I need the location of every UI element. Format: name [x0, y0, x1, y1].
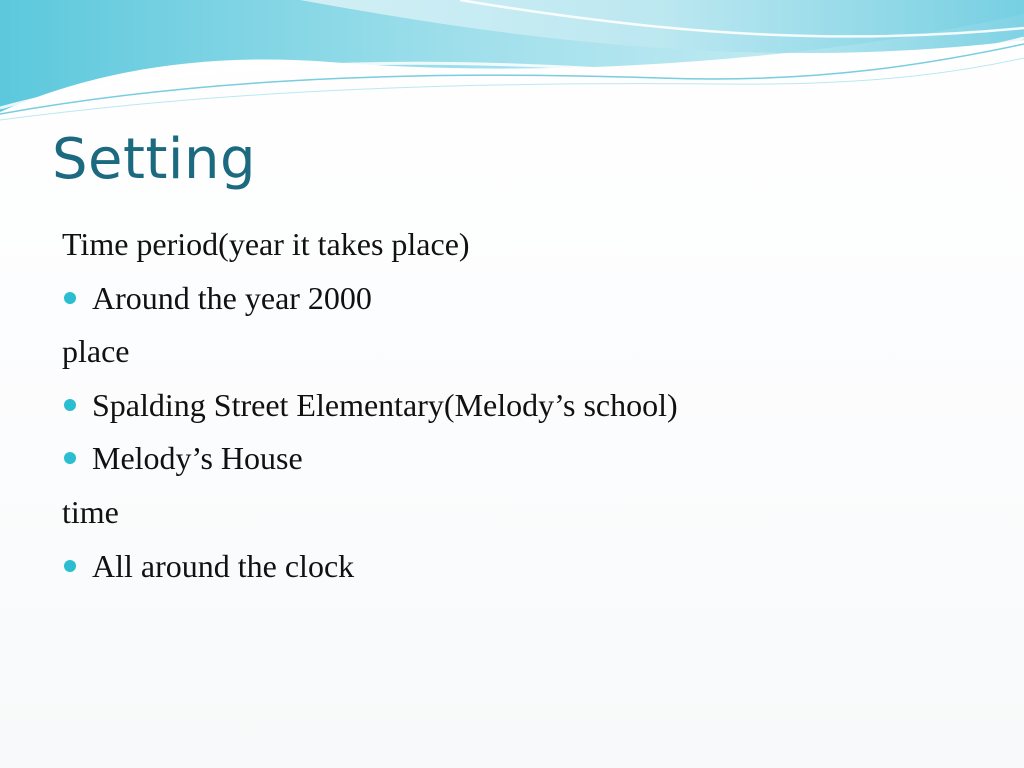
bullet-icon	[64, 560, 76, 572]
list-item	[62, 329, 982, 383]
line-text: place	[62, 333, 130, 370]
line-text: Spalding Street Elementary(Melody’s school)	[92, 386, 678, 423]
bullet-icon	[64, 292, 76, 304]
list-item	[62, 222, 982, 276]
line-text: Around the year 2000	[92, 279, 372, 316]
content-list	[62, 222, 982, 597]
line-text: Time period(year it takes place)	[62, 226, 470, 262]
bullet-icon	[64, 399, 76, 411]
line-text: time	[62, 493, 119, 530]
bullet-icon	[64, 452, 76, 464]
list-item	[62, 436, 982, 490]
slide-title: Setting	[52, 127, 257, 192]
list-item	[62, 276, 982, 330]
list-item	[62, 490, 982, 544]
line-text: All around the clock	[92, 547, 355, 584]
wave-decoration	[0, 0, 1024, 130]
list-item	[62, 383, 982, 437]
line-text: Melody’s House	[92, 440, 303, 477]
list-item	[62, 544, 982, 598]
